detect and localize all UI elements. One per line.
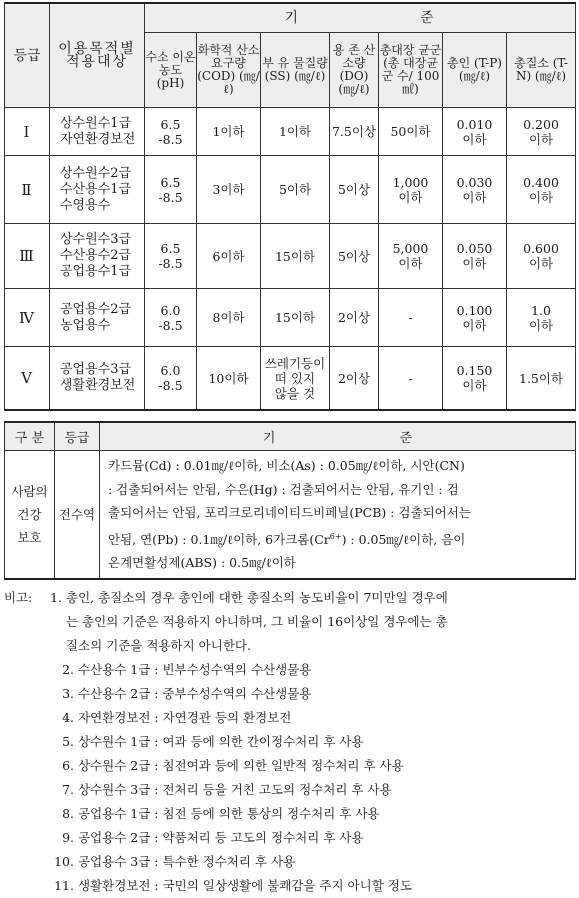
header-standard: 기 준 xyxy=(145,3,576,33)
note-item: 비고: 1. 총인, 총질소의 경우 총인에 대한 총질소의 농도비율이 7미만일 경우에 는 총인의 기준은 적용하지 아니하며, 그 비율이 16이상일 경우에는 총 질소의 기준을 적용하지 아니한다. xyxy=(4,586,575,658)
remarks-prefix: 비고: xyxy=(4,589,33,605)
header-grade: 등급 xyxy=(5,3,50,108)
header-coliform: 총대장 균군(총 대장균 군 수/ 100㎖) xyxy=(379,33,443,108)
do-cell: 2이상 xyxy=(330,289,379,347)
purpose-cell: 상수원수2급 수산용수1급 수영용수 xyxy=(50,156,145,224)
header-grade: 등급 xyxy=(55,422,100,451)
purpose-cell: 상수원수1급 자연환경보전 xyxy=(50,108,145,156)
grade-cell: 전수역 xyxy=(55,451,100,579)
tp-cell: 0.100 이하 xyxy=(443,289,507,347)
table-row xyxy=(5,108,576,156)
cod-cell: 10이하 xyxy=(197,347,261,411)
ph-cell: 6.0 -8.5 xyxy=(145,347,197,411)
note-item: 5. 상수원수 1급 : 여과 등에 의한 간이정수처리 후 사용 xyxy=(62,733,364,749)
ss-cell: 15이하 xyxy=(261,224,330,289)
header-cod: 화학적 산소요구량 (COD) (㎎/ℓ) xyxy=(197,33,261,108)
table-row xyxy=(5,156,576,224)
page xyxy=(4,0,575,898)
tn-cell: 1.0 이하 xyxy=(507,289,576,347)
grade-cell: Ⅲ xyxy=(5,224,50,289)
header-category: 구 분 xyxy=(5,422,55,451)
header-do: 용 존 산소량 (DO) (㎎/ℓ) xyxy=(330,33,379,108)
category-cell: 사람의 건강 보호 xyxy=(5,451,55,579)
tp-cell: 0.010 이하 xyxy=(443,108,507,156)
table-row xyxy=(5,347,576,411)
water-quality-grade-table xyxy=(4,2,576,411)
ph-cell: 6.5 -8.5 xyxy=(145,156,197,224)
note-item: 7. 상수원수 3급 : 전처리 등을 거친 고도의 정수처리 후 사용 xyxy=(62,781,392,797)
note-item: 9. 공업용수 2급 : 약품처리 등 고도의 정수처리 후 사용 xyxy=(62,829,364,845)
tn-cell: 0.200 이하 xyxy=(507,108,576,156)
coliform-cell: - xyxy=(379,289,443,347)
purpose-cell: 공업용수3급 생활환경보전 xyxy=(50,347,145,411)
table-row xyxy=(5,224,576,289)
ph-cell: 6.5 -8.5 xyxy=(145,108,197,156)
do-cell: 2이상 xyxy=(330,347,379,411)
ss-cell: 5이하 xyxy=(261,156,330,224)
tp-cell: 0.030 이하 xyxy=(443,156,507,224)
header-ph: 수소 이온 농도 (pH) xyxy=(145,33,197,108)
coliform-cell: - xyxy=(379,347,443,411)
note-item: 3. 수산용수 2급 : 중부수성수역의 수산생물용 xyxy=(62,685,312,701)
standard-cell: 카드뮴(Cd) : 0.01㎎/ℓ이하, 비소(As) : 0.05㎎/ℓ이하, 시안(CN) : 검출되어서는 안됨, 수은(Hg) : 검출되어서는 안됨, 유기인 : 검 출되어서는 안됨, 포리크로리네이티드비페닐(PCB) : 검출되어서는 안됨, 연(Pb) : 0.1㎎/ℓ이하, 6가크롬$(Cr^{6+})$ : 0.05㎎/ℓ이하, 음이 온계면활성제(ABS) : 0.5㎎/ℓ이하 xyxy=(100,451,576,579)
cod-cell: 1이하 xyxy=(197,108,261,156)
note-item: 6. 상수원수 2급 : 침전여과 등에 의한 일반적 정수처리 후 사용 xyxy=(62,757,404,773)
coliform-cell: 5,000 이하 xyxy=(379,224,443,289)
grade-cell: Ⅰ xyxy=(5,108,50,156)
ss-cell: 15이하 xyxy=(261,289,330,347)
cod-cell: 8이하 xyxy=(197,289,261,347)
purpose-cell: 공업용수2급 농업용수 xyxy=(50,289,145,347)
tp-cell: 0.050 이하 xyxy=(443,224,507,289)
ss-cell: 쓰레기등이 떠 있지 않을 것 xyxy=(261,347,330,411)
note-item: 11. 생활환경보전 : 국민의 일상생활에 불쾌감을 주지 아니할 정도 xyxy=(54,877,412,893)
note-item: 2. 수산용수 1급 : 빈부수성수역의 수산생물용 xyxy=(62,661,312,677)
grade-cell: Ⅴ xyxy=(5,347,50,411)
table-row xyxy=(5,451,576,579)
coliform-cell: 1,000 이하 xyxy=(379,156,443,224)
tn-cell: 0.400 이하 xyxy=(507,156,576,224)
header-tn: 총질소 (T-N) (㎎/ℓ) xyxy=(507,33,576,108)
header-tp: 총인 (T-P) (㎎/ℓ) xyxy=(443,33,507,108)
header-standard: 기 준 xyxy=(100,422,576,451)
coliform-cell: 50이하 xyxy=(379,108,443,156)
tn-cell: 0.600 이하 xyxy=(507,224,576,289)
note-item: 8. 공업용수 1급 : 침전 등에 의한 통상의 정수처리 후 사용 xyxy=(62,805,380,821)
do-cell: 5이상 xyxy=(330,156,379,224)
grade-cell: Ⅳ xyxy=(5,289,50,347)
header-ss: 부 유 물질량 (SS) (㎎/ℓ) xyxy=(261,33,330,108)
remarks xyxy=(4,586,575,898)
cod-cell: 6이하 xyxy=(197,224,261,289)
ph-cell: 6.0 -8.5 xyxy=(145,289,197,347)
tn-cell: 1.5이하 xyxy=(507,347,576,411)
tp-cell: 0.150 이하 xyxy=(443,347,507,411)
note-item: 10. 공업용수 3급 : 특수한 정수처리 후 사용 xyxy=(54,853,296,869)
human-health-standard-table xyxy=(4,421,576,580)
note-item: 4. 자연환경보전 : 자연경관 등의 환경보전 xyxy=(62,709,292,725)
ss-cell: 1이하 xyxy=(261,108,330,156)
table-row xyxy=(5,289,576,347)
do-cell: 5이상 xyxy=(330,224,379,289)
do-cell: 7.5이상 xyxy=(330,108,379,156)
header-purpose: 이용목적별 적용대상 xyxy=(50,3,145,108)
purpose-cell: 상수원수3급 수산용수2급 공업용수1급 xyxy=(50,224,145,289)
grade-cell: Ⅱ xyxy=(5,156,50,224)
ph-cell: 6.5 -8.5 xyxy=(145,224,197,289)
cod-cell: 3이하 xyxy=(197,156,261,224)
